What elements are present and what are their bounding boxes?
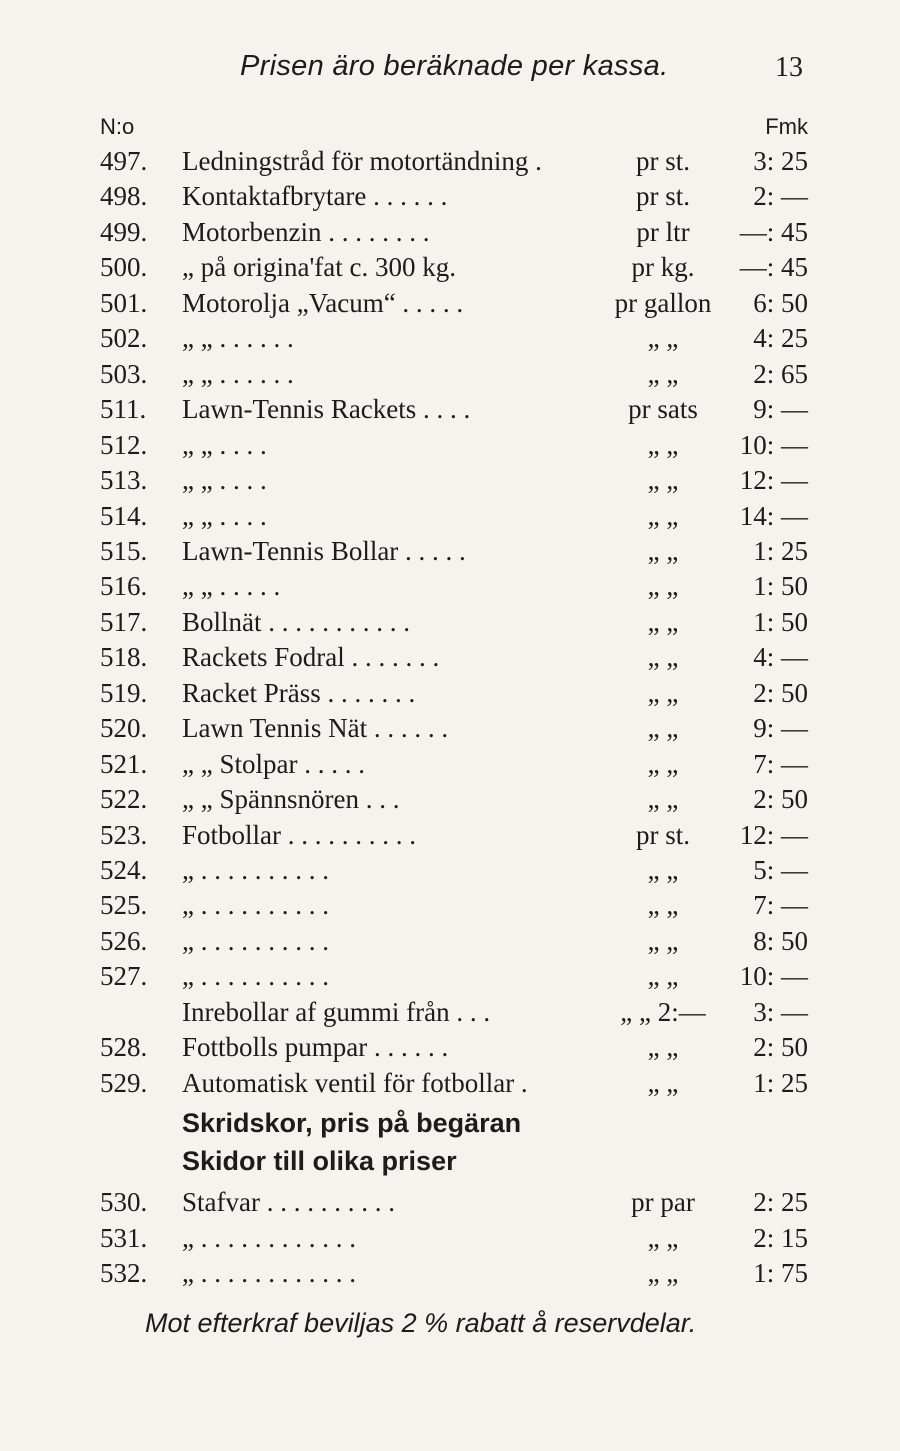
item-price: —: 45 [739, 216, 808, 247]
item-unit: pr st. [636, 146, 690, 176]
item-unit: „ „ [647, 429, 679, 460]
item-unit: „ „ [647, 500, 679, 531]
item-unit: „ „ [647, 535, 679, 566]
item-number: 520. [100, 713, 148, 744]
item-description: Kontaktafbrytare . . . . . . [182, 181, 448, 212]
item-description: Bollnät . . . . . . . . . . . [182, 606, 410, 637]
item-number: 519. [100, 677, 148, 708]
item-number: 516. [100, 571, 148, 602]
item-description: „ . . . . . . . . . . [182, 855, 329, 885]
item-number: 525. [100, 890, 148, 921]
page-title: Prisen äro beräknade per kassa. [240, 50, 669, 82]
item-description: „ på origina'fat c. 300 kg. [182, 252, 457, 283]
item-description: Motorolja „Vacum“ . . . . . [182, 287, 464, 318]
item-price: 14: — [739, 500, 808, 531]
item-number: 517. [100, 606, 148, 637]
page-header [0, 50, 900, 100]
item-price: 10: — [739, 961, 808, 992]
item-unit: „ „ [647, 1032, 679, 1063]
list-item [0, 144, 900, 178]
list-item [0, 569, 900, 603]
item-unit: „ „ [647, 713, 679, 744]
list-item [0, 179, 900, 213]
item-description: Inrebollar af gummi från . . . [182, 996, 491, 1027]
item-description: „ „ . . . . . . [182, 323, 294, 354]
item-description: Lawn-Tennis Bollar . . . . . [182, 535, 466, 566]
item-number: 529. [100, 1067, 148, 1098]
list-item [0, 959, 900, 993]
item-description: „ „ . . . . [182, 429, 267, 460]
item-unit: pr st. [636, 819, 690, 850]
item-price: 6: 50 [753, 287, 808, 318]
item-price: 1: 25 [753, 1067, 808, 1098]
item-number: 500. [100, 252, 148, 283]
item-description: „ „ . . . . . [182, 571, 281, 602]
item-price: 2: 50 [753, 784, 808, 815]
list-item [0, 463, 900, 497]
list-item [0, 321, 900, 355]
item-number: 497. [100, 146, 148, 176]
item-description: Motorbenzin . . . . . . . . [182, 216, 430, 247]
item-price: 5: — [753, 855, 808, 885]
list-item [0, 1030, 900, 1064]
item-price: 2: 50 [753, 677, 808, 708]
item-number: 499. [100, 216, 148, 247]
item-description: „ . . . . . . . . . . [182, 925, 329, 956]
item-price: 4: — [753, 642, 808, 673]
section-heading: Skridskor, pris på begäran [182, 1108, 522, 1139]
item-unit: pr gallon [614, 287, 712, 318]
item-price: 2: 65 [753, 358, 808, 389]
item-unit: „ „ [647, 784, 679, 815]
list-item [0, 782, 900, 816]
item-number: 513. [100, 465, 148, 496]
list-item [0, 534, 900, 568]
item-price: 12: — [739, 465, 808, 496]
list-item [0, 1221, 900, 1255]
list-item [0, 711, 900, 745]
list-item [0, 1256, 900, 1290]
item-number: 528. [100, 1032, 148, 1063]
item-unit: „ „ [647, 1067, 679, 1098]
item-unit: „ „ [647, 925, 679, 956]
item-number: 515. [100, 535, 148, 566]
item-number: 523. [100, 819, 148, 850]
item-description: Automatisk ventil för fotbollar . [182, 1067, 528, 1098]
item-unit: „ „ [647, 855, 679, 885]
list-item [0, 995, 900, 1029]
item-description: Lawn Tennis Nät . . . . . . [182, 713, 449, 744]
item-unit: „ „ [647, 748, 679, 779]
item-description: „ „ . . . . . . [182, 358, 294, 389]
item-unit: „ „ [647, 961, 679, 992]
item-price: 1: 50 [753, 606, 808, 637]
item-unit: „ „ [647, 1258, 679, 1289]
list-item [0, 605, 900, 639]
list-item [0, 392, 900, 426]
item-number: 530. [100, 1187, 148, 1218]
item-price: 9: — [753, 394, 808, 425]
item-unit: pr kg. [631, 252, 695, 283]
item-description: Lawn-Tennis Rackets . . . . [182, 394, 471, 425]
item-number: 527. [100, 961, 148, 992]
item-price: 2: 50 [753, 1032, 808, 1063]
number-column-header: N:o [100, 114, 135, 139]
item-description: „ . . . . . . . . . . . . [182, 1258, 356, 1289]
item-unit: „ „ [647, 890, 679, 921]
item-number: 501. [100, 287, 148, 318]
item-description: Rackets Fodral . . . . . . . [182, 642, 440, 673]
item-number: 498. [100, 181, 148, 212]
item-description: „ . . . . . . . . . . [182, 961, 329, 992]
item-price: 3: 25 [753, 146, 808, 176]
item-number: 512. [100, 429, 148, 460]
item-price: 2: 25 [753, 1187, 808, 1218]
item-unit: „ „ [647, 358, 679, 389]
list-item [0, 250, 900, 284]
item-unit: „ „ [647, 1222, 679, 1253]
item-description: Ledningstråd för motortändning . [182, 146, 542, 176]
item-price: 8: 50 [753, 925, 808, 956]
item-description: „ . . . . . . . . . . . . [182, 1222, 356, 1253]
item-price: 2: — [753, 181, 808, 212]
item-price: —: 45 [739, 252, 808, 283]
list-item [0, 428, 900, 462]
currency-column-header: Fmk [765, 114, 808, 139]
item-price: 7: — [753, 890, 808, 921]
item-description: Fotbollar . . . . . . . . . . [182, 819, 416, 850]
page-number: 13 [775, 52, 803, 83]
item-price: 1: 25 [753, 535, 808, 566]
item-description: „ „ . . . . [182, 500, 267, 531]
list-item [0, 499, 900, 533]
list-item [0, 1185, 900, 1219]
item-description: „ „ Spännsnören . . . [182, 784, 400, 815]
list-item [0, 924, 900, 958]
item-number: 526. [100, 925, 148, 956]
list-item [0, 888, 900, 922]
list-item [0, 215, 900, 249]
item-unit: „ „ [647, 323, 679, 354]
list-item [0, 286, 900, 320]
item-price: 10: — [739, 429, 808, 460]
list-item [0, 818, 900, 852]
item-description: „ . . . . . . . . . . [182, 890, 329, 921]
list-item [0, 1066, 900, 1100]
item-description: Racket Präss . . . . . . . [182, 677, 416, 708]
list-item [0, 676, 900, 710]
item-number: 502. [100, 323, 148, 354]
list-item [0, 747, 900, 781]
item-price: 1: 50 [753, 571, 808, 602]
item-description: „ „ Stolpar . . . . . [182, 748, 365, 779]
item-number: 522. [100, 784, 148, 815]
list-item [0, 357, 900, 391]
item-number: 531. [100, 1222, 148, 1253]
item-price: 2: 15 [753, 1222, 808, 1253]
item-number: 524. [100, 855, 148, 885]
item-unit: pr ltr [636, 216, 690, 247]
item-unit: pr par [631, 1187, 695, 1218]
item-unit: „ „ 2:— [620, 996, 706, 1027]
item-number: 511. [100, 394, 147, 425]
item-unit: „ „ [647, 642, 679, 673]
item-unit: „ „ [647, 571, 679, 602]
item-unit: „ „ [647, 677, 679, 708]
item-description: „ „ . . . . [182, 465, 267, 496]
item-price: 1: 75 [753, 1258, 808, 1289]
item-description: Fottbolls pumpar . . . . . . [182, 1032, 449, 1063]
item-unit: „ „ [647, 606, 679, 637]
item-unit: pr st. [636, 181, 690, 212]
item-number: 518. [100, 642, 148, 673]
section-heading: Skidor till olika priser [182, 1146, 457, 1177]
footer-note: Mot efterkraf beviljas 2 % rabatt å reservdelar. [145, 1308, 697, 1338]
item-price: 12: — [739, 819, 808, 850]
item-price: 4: 25 [753, 323, 808, 354]
item-price: 9: — [753, 713, 808, 744]
item-number: 514. [100, 500, 148, 531]
item-description: Stafvar . . . . . . . . . . [182, 1187, 395, 1218]
item-number: 532. [100, 1258, 148, 1289]
list-item [0, 853, 900, 887]
list-item [0, 640, 900, 674]
item-price: 7: — [753, 748, 808, 779]
item-unit: pr sats [628, 394, 698, 425]
item-unit: „ „ [647, 465, 679, 496]
item-number: 503. [100, 358, 148, 389]
item-number: 521. [100, 748, 148, 779]
item-price: 3: — [753, 996, 808, 1027]
